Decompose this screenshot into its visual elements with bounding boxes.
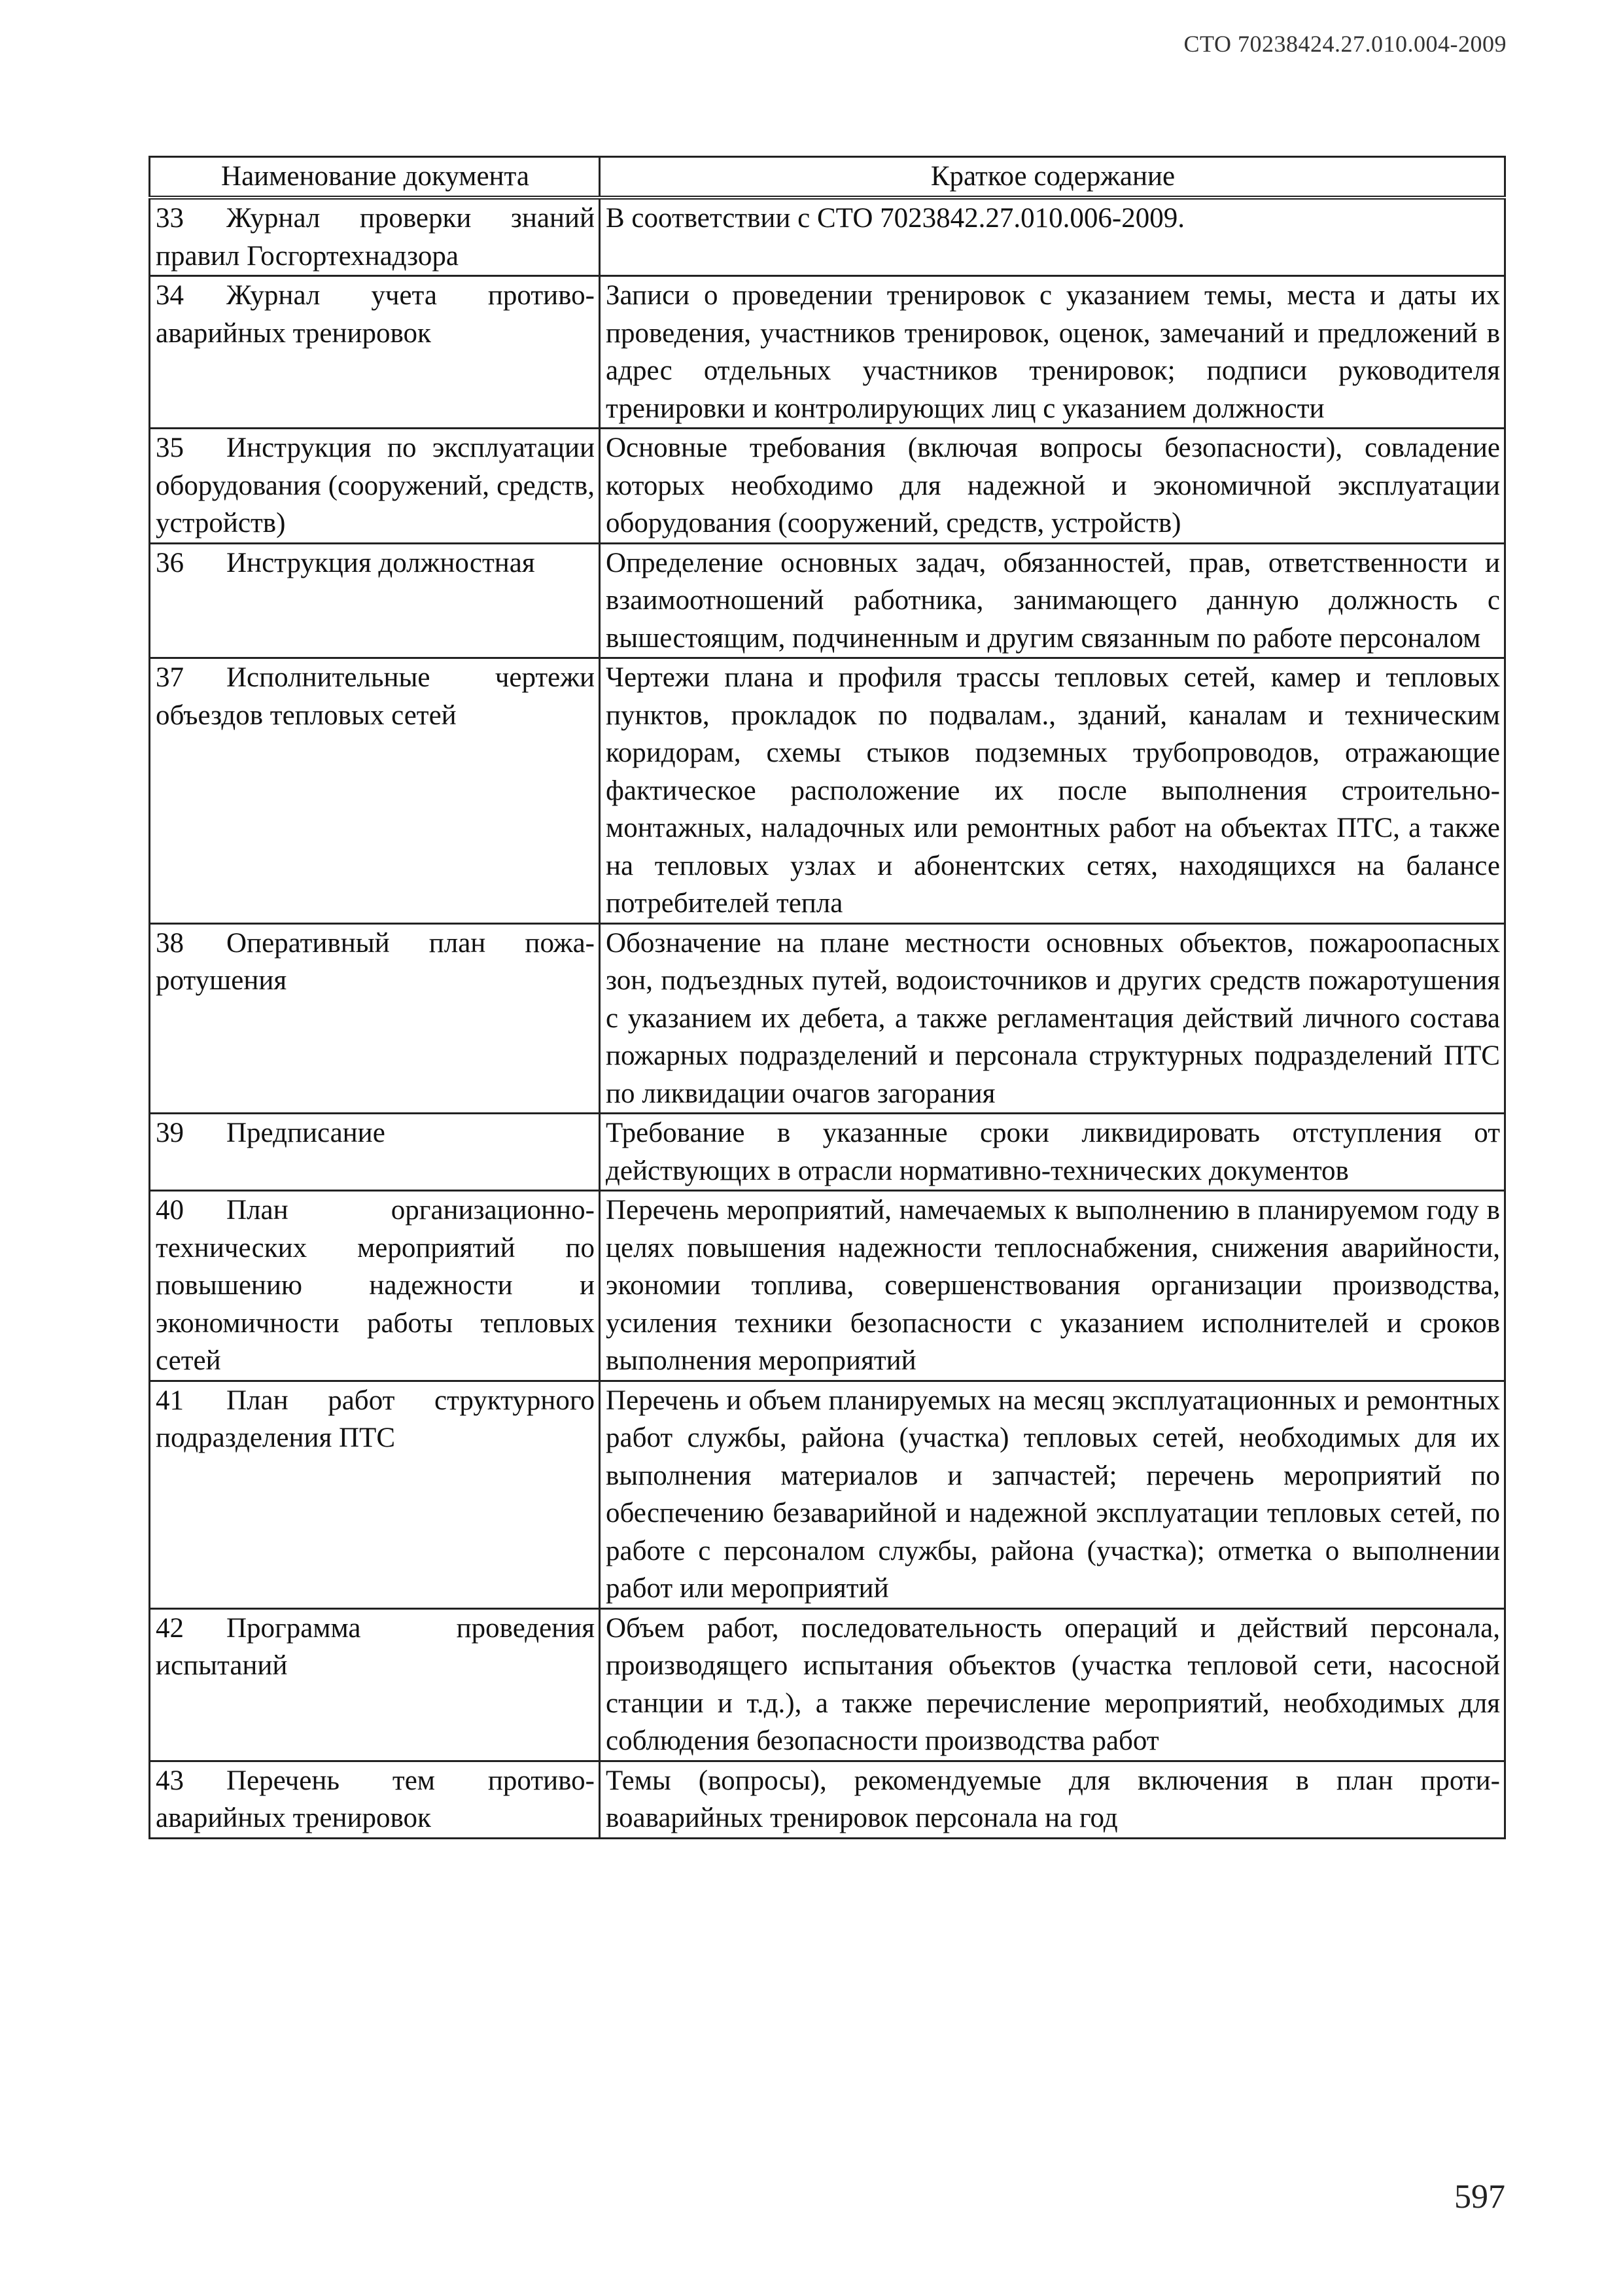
row-number: 38 [156, 927, 184, 959]
table-row [150, 276, 1505, 429]
table-row [150, 1381, 1505, 1608]
table-row [150, 198, 1505, 276]
row-number: 33 [156, 203, 184, 234]
table-row [150, 429, 1505, 544]
document-name: Перечень тем противоаварийных тренировок [156, 1765, 595, 1833]
document-name-cell [150, 658, 600, 924]
document-summary-cell: Перечень мероприятий, намечаемых к выполнению в планируемом году в целях повышения надежности теплоснабжения, снижения аварийности, экономии топлива, совершенствования организации производства, усиления техники безопасности с указанием исполнителей и сроков выполнения мероприятий [600, 1191, 1505, 1381]
document-summary-cell: В соответствии с СТО 7023842.27.010.006-2009. [600, 198, 1505, 276]
document-name-cell [150, 923, 600, 1114]
table-row [150, 923, 1505, 1114]
row-number: 35 [156, 433, 184, 463]
document-name-cell [150, 276, 600, 429]
document-code: СТО 70238424.27.010.004-2009 [1183, 31, 1507, 57]
table-row [150, 1608, 1505, 1761]
document-name: План работ структурного подразделения ПТС [156, 1385, 595, 1453]
document-summary-cell: Темы (вопросы), рекомендуемые для включения в план противоаварийных тренировок персонала на год [600, 1761, 1505, 1838]
document-summary-cell: Объем работ, последовательность операций и действий персонала, производящего испытания объектов (участка тепловой сети, насосной станции и т.д.), а также перечисление мероприятий, необходимых для соблюдения безопасности производства работ [600, 1608, 1505, 1761]
column-header-content: Краткое содержание [600, 157, 1505, 198]
document-summary-cell: Основные требования (включая вопросы безопасности), совладение которых необходимо для надежной и экономичной эксплуатации оборудования (сооружений, средств, устройств) [600, 429, 1505, 544]
table-row [150, 1191, 1505, 1381]
document-name: Журнал проверки знаний правил Госгортехнадзора [156, 203, 595, 272]
page-number: 597 [1454, 2178, 1505, 2216]
document-summary-cell: Требование в указанные сроки ликвидировать отступления от действующих в отрасли нормативно-технических документов [600, 1114, 1505, 1191]
document-name-cell [150, 1608, 600, 1761]
document-summary-cell: Обозначение на плане местности основных объектов, пожароопасных зон, подъездных путей, водоисточников и других средств пожаротушения с указанием их дебета, а также регламентация действий личного состава пожарных подразделений и персонала структурных подразделений ПТС по ликвидации очагов загорания [600, 923, 1505, 1114]
document-name-cell [150, 543, 600, 658]
document-name-cell [150, 198, 600, 276]
document-name: Оперативный план пожаротушения [156, 927, 595, 996]
row-number: 36 [156, 547, 184, 578]
document-summary-cell: Чертежи плана и профиля трассы тепловых сетей, камер и тепловых пунктов, прокладок по подвалам., зданий, каналам и техническим коридорам, схемы стыков подземных трубопроводов, отражающие фактическое расположение их после выполнения строительно-монтажных, наладочных или ремонтных работ на объектах ПТС, а также на тепловых узлах и абонентских сетях, находящихся на балансе потребителей тепла [600, 658, 1505, 924]
row-number: 42 [156, 1612, 184, 1644]
row-number: 43 [156, 1765, 184, 1796]
document-name: Инструкция по эксплуатации оборудования (сооружений, средств, устройств) [156, 433, 595, 539]
document-name: Предписание [226, 1118, 385, 1148]
document-name: Журнал учета противоаварийных тренировок [156, 280, 595, 349]
document-name-cell [150, 1381, 600, 1608]
document-name: Исполнительные чертежи объездов тепловых сетей [156, 662, 595, 731]
document-summary-cell: Перечень и объем планируемых на месяц эксплуатационных и ремонтных работ службы, района (участка) тепловых сетей, необходимых для их выполнения материалов и запчастей; перечень мероприятий по обеспечению безаварийной и надежной эксплуатации тепловых сетей, по работе с персоналом службы, района (участка); отметка о выполнении работ или мероприятий [600, 1381, 1505, 1608]
row-number: 39 [156, 1118, 184, 1148]
document-name-cell [150, 1114, 600, 1191]
table-row [150, 543, 1505, 658]
column-header-name: Наименование документа [150, 157, 600, 198]
document-name-cell [150, 1191, 600, 1381]
table-row [150, 1761, 1505, 1838]
document-name: План организационно-технических мероприятий по повышению надежности и экономичности работы тепловых сетей [156, 1195, 595, 1376]
document-name: Инструкция должностная [226, 547, 535, 578]
document-name: Программа проведения испытаний [156, 1612, 595, 1681]
documents-table [148, 156, 1506, 1839]
table-row [150, 1114, 1505, 1191]
row-number: 37 [156, 662, 184, 693]
row-number: 41 [156, 1385, 184, 1416]
table-header-row [150, 157, 1505, 198]
document-summary-cell: Определение основных задач, обязанностей, прав, ответственности и взаимоотношений работника, занимающего данную должность с вышестоящим, подчиненным и другим связанным по работе персоналом [600, 543, 1505, 658]
row-number: 34 [156, 280, 184, 311]
document-name-cell [150, 1761, 600, 1838]
table-row [150, 658, 1505, 924]
document-name-cell [150, 429, 600, 544]
document-summary-cell: Записи о проведении тренировок с указанием темы, места и даты их проведения, участников тренировок, оценок, замечаний и предложений в адрес отдельных участников тренировок; подписи руководителя тренировки и контролирующих лиц с указанием должности [600, 276, 1505, 429]
row-number: 40 [156, 1195, 184, 1226]
